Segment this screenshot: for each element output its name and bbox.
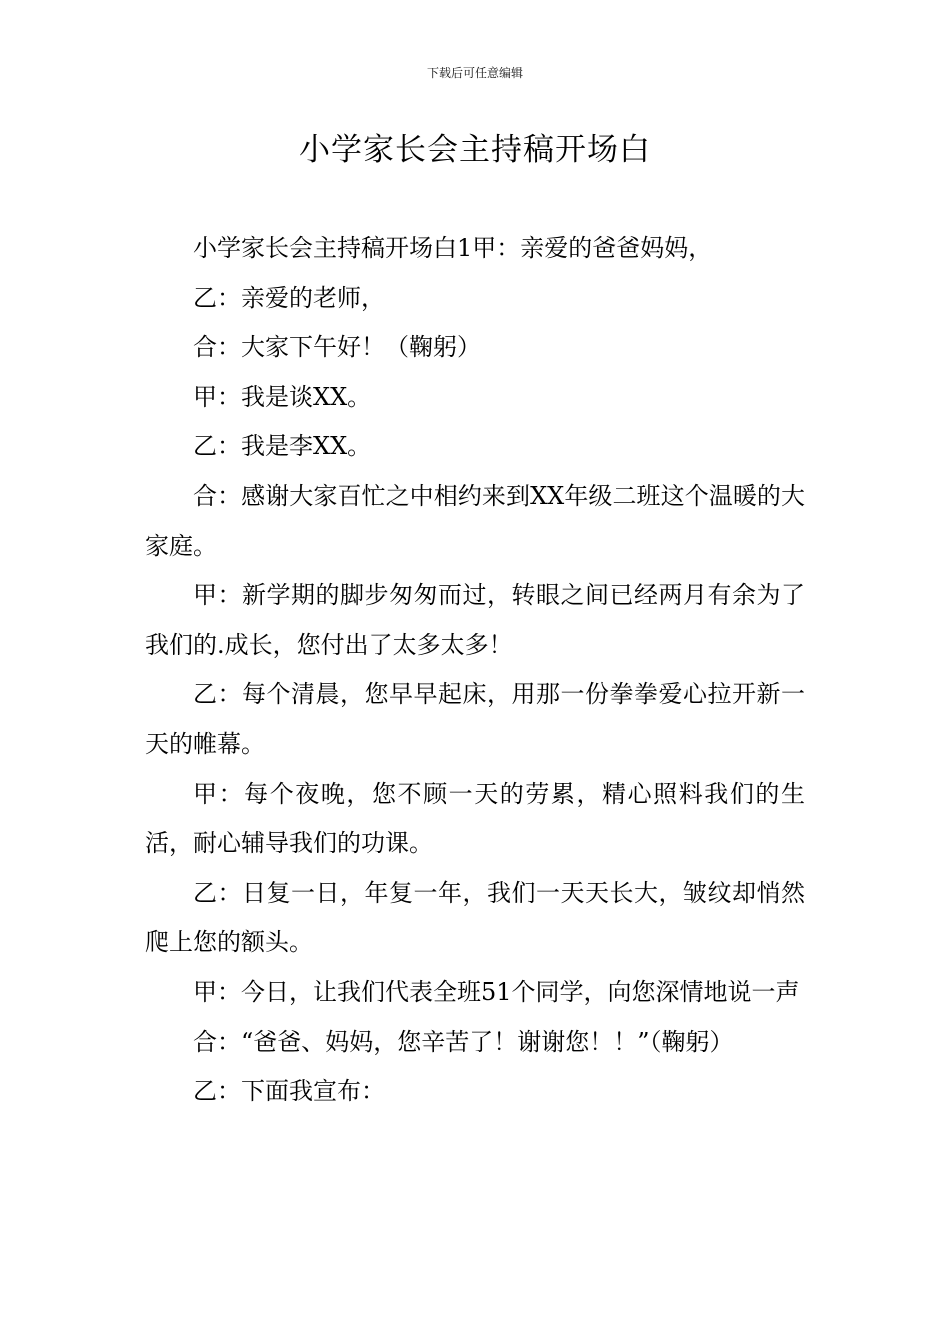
- paragraph: 甲：我是谈XX。: [193, 382, 372, 411]
- paragraph: 乙：亲爱的老师，: [193, 283, 385, 312]
- paragraph: 合：感谢大家百忙之中相约来到XX年级二班这个温暖的大家庭。: [145, 481, 805, 560]
- document-title: 小学家长会主持稿开场白: [299, 132, 651, 168]
- paragraph: 小学家长会主持稿开场白1甲：亲爱的爸爸妈妈，: [193, 234, 713, 262]
- paragraph: 合：“爸爸、妈妈，您辛苦了！谢谢您！！”（鞠躬）: [193, 1027, 734, 1056]
- paragraph: 乙：下面我宣布：: [193, 1077, 385, 1106]
- paragraph: 甲：新学期的脚步匆匆而过，转眼之间已经两月有余为了我们的.成长，您付出了太多太多！: [145, 581, 805, 659]
- paragraph: 乙：我是李XX。: [193, 432, 372, 461]
- paragraph: 乙：每个清晨，您早早起床，用那一份拳拳爱心拉开新一天的帷幕。: [145, 680, 805, 758]
- paragraph: 合：大家下午好！（鞠躬）: [193, 333, 481, 362]
- paragraph: 甲：每个夜晚，您不顾一天的劳累，精心照料我们的生活，耐心辅导我们的功课。: [145, 779, 805, 858]
- paragraph: 甲：今日，让我们代表全班51个同学，向您深情地说一声: [193, 977, 800, 1006]
- document-body: [145, 224, 805, 1117]
- header-note: 下载后可任意编辑: [426, 66, 523, 80]
- paragraph: 乙：日复一日，年复一年，我们一天天长大，皱纹却悄然爬上您的额头。: [145, 878, 805, 957]
